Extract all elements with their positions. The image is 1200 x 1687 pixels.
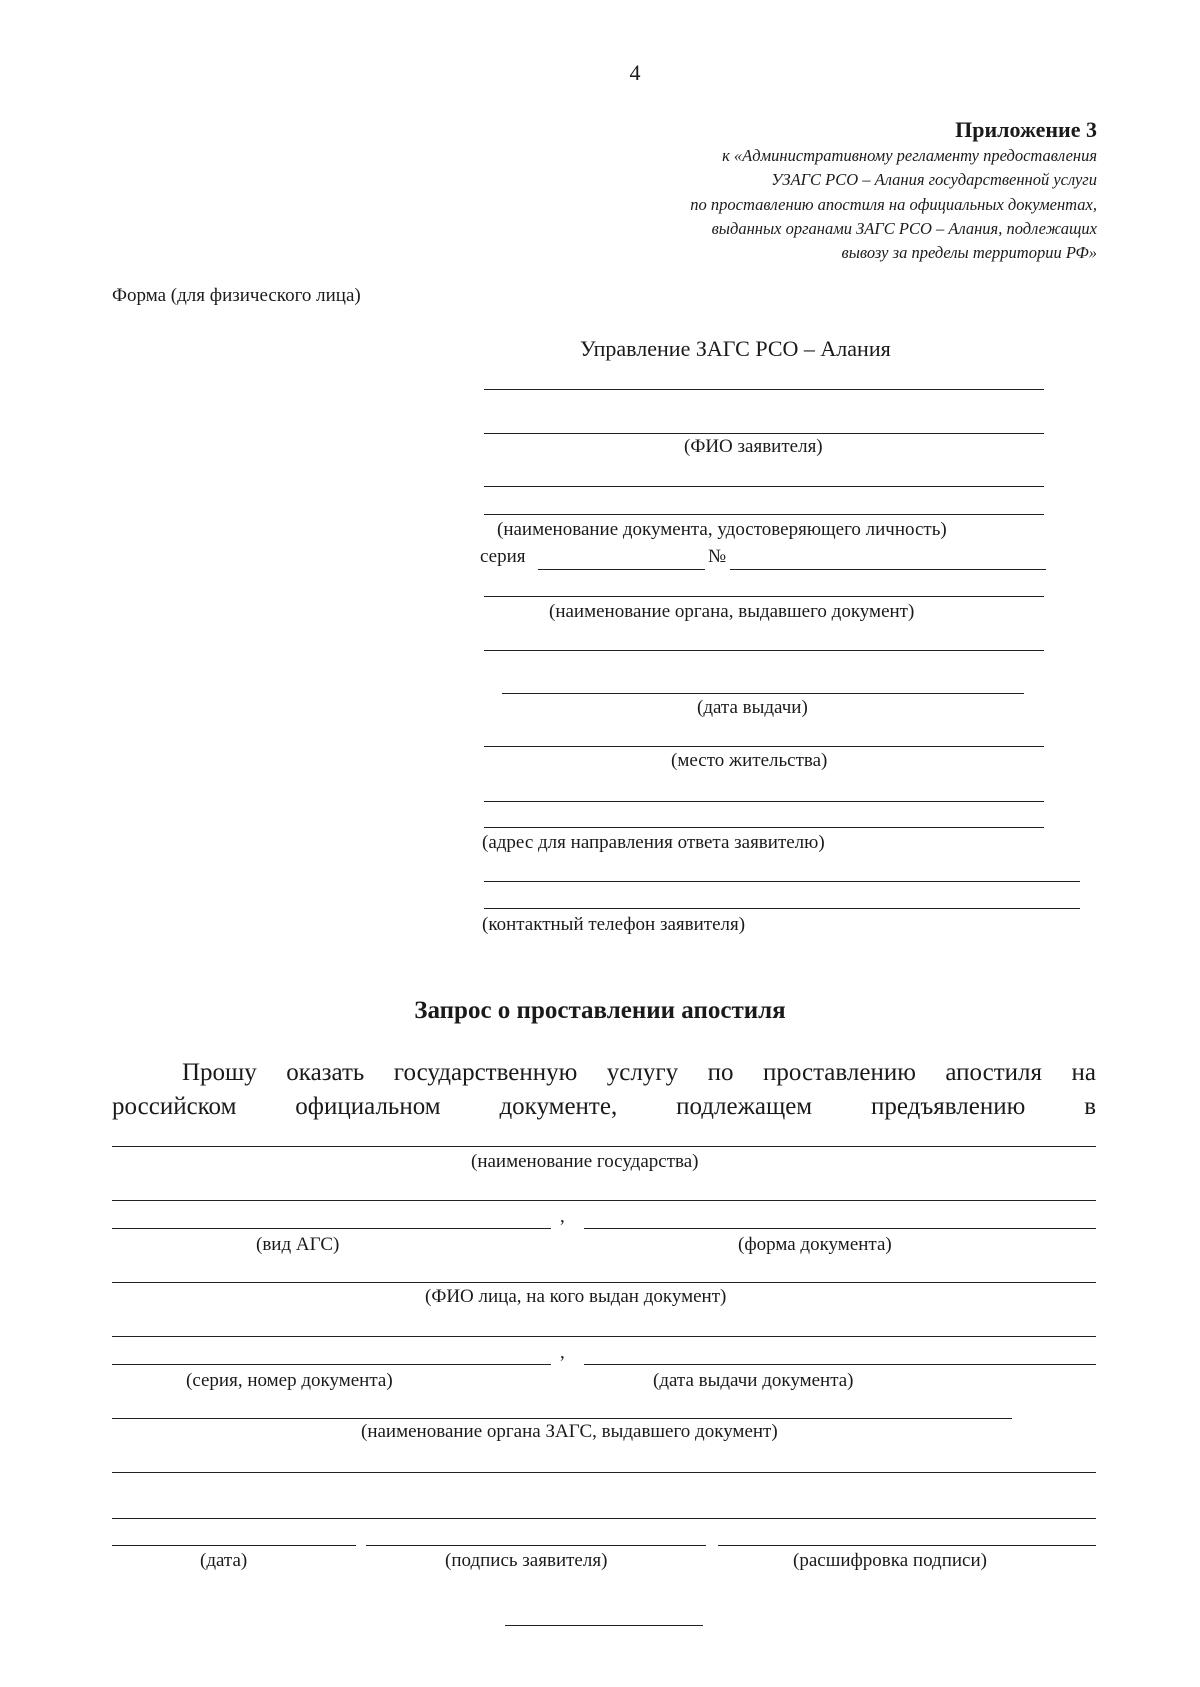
reply-address-line[interactable] <box>484 801 1044 802</box>
applicant-line[interactable] <box>484 389 1044 390</box>
person-fio-line[interactable] <box>112 1282 1096 1283</box>
date-caption: (дата) <box>200 1550 248 1571</box>
phone-line[interactable] <box>484 881 1080 882</box>
comma: , <box>560 1342 565 1363</box>
extra-line[interactable] <box>112 1472 1096 1473</box>
issue-date-line[interactable] <box>502 693 1024 694</box>
signature-decoding-field[interactable] <box>718 1545 1096 1546</box>
doc-series-number-field[interactable] <box>112 1364 551 1365</box>
appendix-line: по проставлению апостиля на официальных документах, <box>690 195 1097 214</box>
ags-type-caption: (вид АГС) <box>256 1234 340 1255</box>
appendix-line: выданных органами ЗАГС РСО – Алания, подлежащих <box>711 219 1097 238</box>
issuer-line[interactable] <box>484 596 1044 597</box>
reply-address-line[interactable] <box>484 827 1044 828</box>
comma: , <box>560 1206 565 1227</box>
signature-caption: (подпись заявителя) <box>445 1550 608 1571</box>
fio-line[interactable] <box>484 433 1044 434</box>
phone-caption: (контактный телефон заявителя) <box>482 914 746 935</box>
number-field[interactable] <box>730 569 1046 570</box>
addressee: Управление ЗАГС РСО – Алания <box>580 336 891 361</box>
reply-address-caption: (адрес для направления ответа заявителю) <box>482 832 825 853</box>
id-doc-caption: (наименование документа, удостоверяющего личность) <box>497 519 947 540</box>
footer-divider <box>505 1625 703 1626</box>
form-label: Форма (для физического лица) <box>112 285 361 306</box>
residence-caption: (место жительства) <box>671 750 828 771</box>
signature-field[interactable] <box>366 1545 706 1546</box>
signature-decoding-caption: (расшифровка подписи) <box>793 1550 987 1571</box>
ags-line[interactable] <box>112 1200 1096 1201</box>
id-doc-line[interactable] <box>484 514 1044 515</box>
appendix-title: Приложение 3 <box>955 117 1097 142</box>
appendix-line: УЗАГС РСО – Алания государственной услуги <box>771 170 1097 189</box>
doc-issue-date-caption: (дата выдачи документа) <box>653 1370 854 1391</box>
appendix-line: вывозу за пределы территории РФ» <box>841 243 1097 262</box>
issuer-caption: (наименование органа, выдавшего документ) <box>549 601 915 622</box>
doc-issue-date-field[interactable] <box>584 1364 1096 1365</box>
state-caption: (наименование государства) <box>471 1151 699 1172</box>
extra-line[interactable] <box>112 1518 1096 1519</box>
phone-line[interactable] <box>484 908 1080 909</box>
doc-details-line[interactable] <box>112 1336 1096 1337</box>
id-doc-line[interactable] <box>484 486 1044 487</box>
page-number: 4 <box>629 60 641 85</box>
residence-line[interactable] <box>484 746 1044 747</box>
date-field[interactable] <box>112 1545 356 1546</box>
fio-caption: (ФИО заявителя) <box>684 436 823 457</box>
issue-date-caption: (дата выдачи) <box>697 697 808 718</box>
doc-series-number-caption: (серия, номер документа) <box>186 1370 393 1391</box>
person-fio-caption: (ФИО лица, на кого выдан документ) <box>425 1286 727 1307</box>
appendix-line: к «Административному регламенту предоставления <box>722 146 1097 165</box>
request-text-line: российском официальном документе, подлежащем предъявлению в <box>112 1093 1096 1120</box>
registry-office-line[interactable] <box>112 1418 1012 1419</box>
series-label: серия <box>480 546 526 567</box>
state-line[interactable] <box>112 1146 1096 1147</box>
request-text-line: Прошу оказать государственную услугу по проставлению апостиля на <box>182 1059 1096 1086</box>
request-heading: Запрос о проставлении апостиля <box>414 997 786 1024</box>
number-label: № <box>708 546 727 567</box>
doc-form-caption: (форма документа) <box>738 1234 892 1255</box>
ags-type-field[interactable] <box>112 1228 551 1229</box>
registry-office-caption: (наименование органа ЗАГС, выдавшего документ) <box>361 1421 778 1442</box>
series-field[interactable] <box>538 569 705 570</box>
doc-form-field[interactable] <box>584 1228 1096 1229</box>
issuer-extra-line[interactable] <box>484 650 1044 651</box>
